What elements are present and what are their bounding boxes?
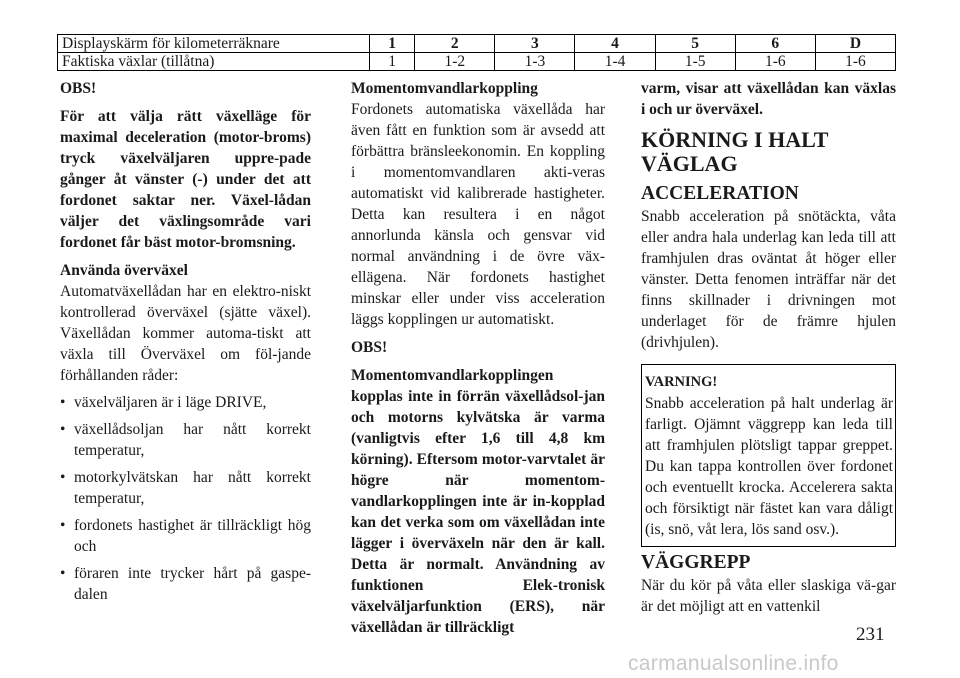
gear-table-cell: 1-3 [495,53,575,71]
overdrive-text: Automatväxellådan har en elektro-niskt kontrollerad överväxel (sjätte växel). Växellådan kommer automa-tiskt att växla till Överväxel om föl-jande förhållanden råder: [60,283,311,384]
bullet-item [60,467,311,509]
bullet-text: fordonets hastighet är tillräckligt hög och [74,517,311,555]
warning-box [641,364,896,547]
gear-table-cell: 1-6 [735,53,815,71]
page-number: 231 [856,624,885,645]
gear-display-table [57,34,896,71]
continued-note-text: varm, visar att växellådan kan växlas i och ur överväxel. [641,80,896,118]
gear-table-cell: 1-6 [815,53,895,71]
bullet-icon: • [60,517,66,534]
note-label: OBS! [351,339,388,356]
gear-table-cell: 1-5 [655,53,735,71]
bullet-icon: • [60,469,66,486]
gear-table-header-cell: 1 [370,35,415,53]
bullet-item [60,392,311,413]
traction-heading: VÄGGREPP [641,552,751,573]
bullet-item [60,563,311,605]
bullet-icon: • [60,421,66,438]
bullet-item [60,515,311,557]
column-right [641,78,896,617]
note-text: Momentomvandlarkopplingen kopplas inte in förrän växellådsol-jan och motorns kylvätska är varma (vanligtvis efter 1,6 till 4,8 km körning). Eftersom motor-varvtalet är högre när momentom-vandlarkopplingen inte är in-kopplad kan det verka som om växellådan inte lägger i överväxeln när den är kall. Detta är normalt. Användning av funktionen Elek-tronisk växelväljarfunktion (ERS), när växellådan är tillräckligt [351,367,605,636]
section-title: KÖRNING I HALT VÄGLAG [641,127,829,176]
gear-table-header-cell: 2 [415,35,495,53]
warning-title: VARNING! [645,374,718,390]
bullet-icon: • [60,565,66,582]
acceleration-heading: ACCELERATION [641,183,799,204]
torque-converter-heading: Momentomvandlarkoppling [351,80,538,97]
gear-table-header-cell: 4 [575,35,655,53]
gear-table-cell: 1-2 [415,53,495,71]
gear-table-row-label: Faktiska växlar (tillåtna) [58,53,370,71]
column-left [60,78,311,605]
note-label: OBS! [60,80,97,97]
bullet-text: växellådsoljan har nått korrekt temperatur, [74,421,311,459]
bullet-item [60,419,311,461]
watermark: carmanualsonline.info [628,652,839,675]
gear-table-cell: 1-4 [575,53,655,71]
gear-table-header-cell: 5 [655,35,735,53]
gear-table-cell: 1 [370,53,415,71]
note-text: För att välja rätt växelläge för maximal deceleration (motor-broms) tryck växelväljaren uppre-pade gånger åt vänster (-) under det att fordonet saktar ner. Växel-lådan väljer det växlingsområde vari fordonet får bäst motor-bromsning. [60,108,311,251]
bullet-icon: • [60,394,66,411]
torque-converter-text: Fordonets automatiska växellåda har även fått en funktion som är avsedd att förbättra bränsleekonomin. En koppling i momentomvandlaren akti-veras automatiskt vid kalibrerade hastigheter. Detta kan resultera i en något annorlunda känsla och gensvar vid normal användning i de övre väx-ellägena. När fordonets hastighet minskar eller under viss acceleration läggs kopplingen ur automatiskt. [351,101,605,328]
bullet-text: växelväljaren är i läge DRIVE, [74,394,267,411]
bullet-text: motorkylvätskan har nått korrekt temperatur, [74,469,311,507]
column-middle [351,78,605,638]
traction-text: När du kör på våta eller slaskiga vä-gar är det möjligt att en vattenkil [641,577,896,615]
gear-table-header-cell: D [815,35,895,53]
bullet-text: föraren inte trycker hårt på gaspe-dalen [74,565,311,603]
gear-table-header-cell: 6 [735,35,815,53]
gear-table-header-cell: 3 [495,35,575,53]
gear-table-header-label: Displayskärm för kilometerräknare [58,35,370,53]
gear-table-row [58,53,896,71]
acceleration-text: Snabb acceleration på snötäckta, våta eller andra hala underlag kan leda till att framhjulen dras oväntat åt höger eller vänster. Detta fenomen inträffar när det finns skillnader i drivningen mot underlaget för de främre hjulen (drivhjulen). [641,208,896,351]
gear-table-header-row [58,35,896,53]
warning-text: Snabb acceleration på halt underlag är farligt. Ojämnt väggrepp kan leda till att framhjulen plötsligt tappar greppet. Du kan tappa kontrollen över fordonet och eventuellt krocka. Accelerera sakta och försiktigt när fästet kan vara dåligt (is, snö, våt lera, lös sand osv.). [645,395,893,538]
overdrive-heading: Använda överväxel [60,262,188,279]
